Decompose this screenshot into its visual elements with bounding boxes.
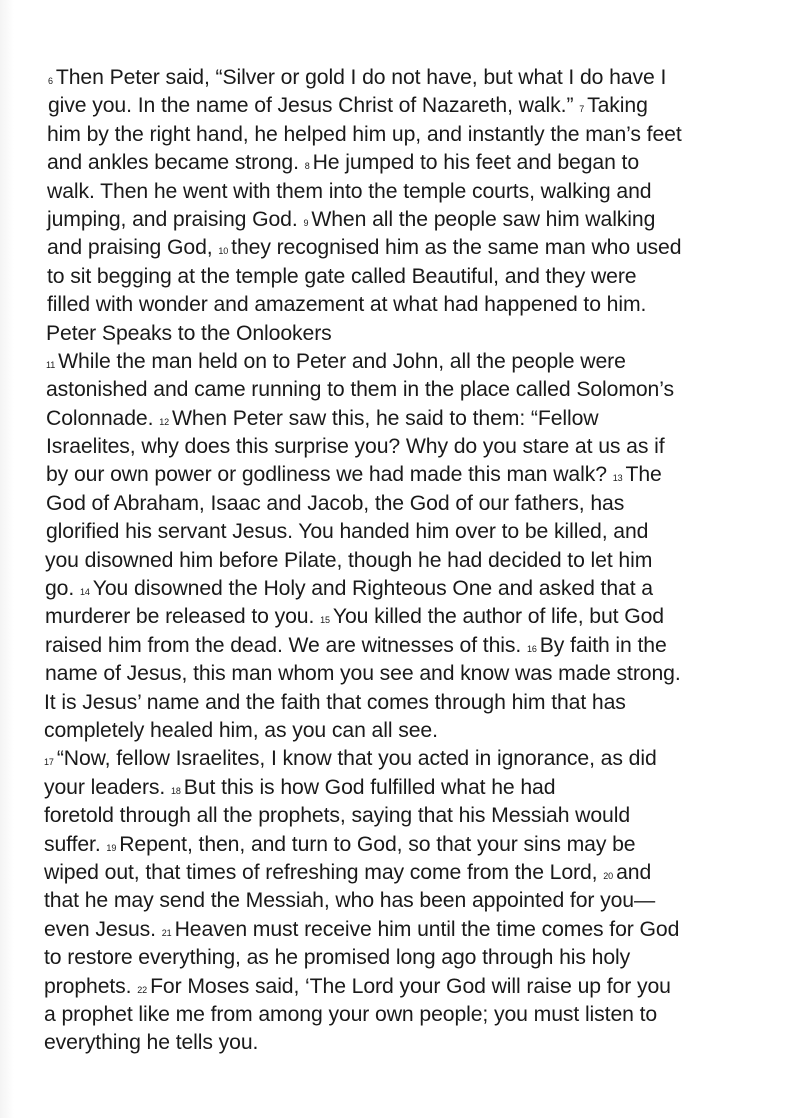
line-text: jumping, and praising God. — [47, 207, 298, 231]
verse-number: 20 — [603, 870, 614, 881]
line-text: You killed the author of life, but God — [332, 605, 664, 629]
verse-number: 18 — [170, 785, 181, 796]
text-line — [44, 603, 764, 631]
line-text: name of Jesus, this man whom you see and know was made strong. — [45, 662, 681, 686]
line-text: When all the people saw him walking — [311, 207, 656, 231]
text-line — [44, 518, 764, 546]
text-line — [44, 405, 764, 433]
line-text: Then Peter said, “Silver or gold I do not have, but what I do have I — [55, 66, 667, 89]
verse-number: 16 — [526, 643, 537, 654]
verse-number: 13 — [612, 473, 623, 484]
line-text: Heaven must receive him until the time comes for God — [174, 917, 680, 941]
text-line — [44, 206, 764, 234]
line-text: By faith in the — [539, 633, 667, 657]
text-line — [44, 433, 764, 461]
text-line — [44, 887, 764, 915]
line-text: But this is how God fulfilled what he had — [183, 775, 556, 799]
section-heading — [44, 320, 764, 348]
verse-number: 8 — [304, 161, 310, 172]
line-text: that he may send the Messiah, who has been appointed for you— — [44, 889, 656, 913]
line-text: suffer. — [44, 832, 101, 856]
line-text: a prophet like me from among your own people; you must listen to — [44, 1002, 658, 1026]
scripture-page — [44, 64, 764, 1058]
text-line — [44, 64, 764, 92]
line-text: murderer be released to you. — [45, 605, 315, 629]
line-text: Repent, then, and turn to God, so that your sins may be — [119, 832, 636, 856]
text-line — [44, 802, 764, 830]
line-text: “Now, fellow Israelites, I know that you acted in ignorance, as did — [56, 747, 657, 771]
verse-number: 17 — [44, 757, 54, 768]
verse-number: 15 — [320, 615, 330, 626]
text-line — [44, 916, 764, 944]
text-line — [44, 121, 764, 149]
line-text: For Moses said, ‘The Lord your God will raise up for you — [150, 974, 671, 998]
text-line — [44, 1001, 764, 1029]
line-text: glorified his servant Jesus. You handed him over to be killed, and — [46, 520, 649, 544]
line-text: He jumped to his feet and began to — [312, 151, 640, 175]
line-text: even Jesus. — [44, 917, 156, 941]
line-text: by our own power or godliness we had made this man walk? — [46, 463, 607, 487]
line-text: to restore everything, as he promised long ago through his holy — [44, 946, 631, 970]
line-text: The — [625, 463, 662, 487]
text-line — [44, 660, 764, 688]
verse-number: 19 — [106, 842, 117, 853]
line-text: him by the right hand, he helped him up, and instantly the man’s feet — [47, 122, 682, 146]
heading-text: Peter Speaks to the Onlookers — [46, 321, 332, 345]
line-text: prophets. — [44, 974, 132, 998]
text-line — [44, 859, 764, 887]
line-text: While the man held on to Peter and John, all the people were — [58, 349, 626, 373]
text-line — [44, 774, 764, 802]
line-text: Taking — [587, 94, 648, 118]
verse-number: 21 — [161, 927, 172, 938]
line-text: astonished and came running to them in the place called Solomon’s — [46, 378, 674, 402]
line-text: and praising God, — [47, 236, 213, 260]
line-text: Colonnade. — [46, 406, 154, 430]
text-line — [44, 376, 764, 404]
text-line — [44, 490, 764, 518]
scan-edge-shadow — [0, 0, 14, 1118]
verse-number: 11 — [46, 359, 56, 370]
line-text: filled with wonder and amazement at what had happened to him. — [47, 293, 647, 317]
verse-number: 10 — [218, 246, 229, 257]
text-line — [44, 973, 764, 1001]
line-text: go. — [45, 577, 75, 601]
text-line — [44, 92, 764, 120]
line-text: raised him from the dead. We are witnesses of this. — [45, 633, 522, 657]
line-text: give you. In the name of Jesus Christ of Nazareth, walk.” — [48, 94, 574, 118]
line-text: You disowned the Holy and Righteous One and asked that a — [92, 577, 653, 601]
text-line — [44, 632, 764, 660]
line-text: It is Jesus’ name and the faith that comes through him that has — [44, 690, 626, 714]
text-line — [44, 745, 764, 773]
line-text: completely healed him, as you can all see. — [44, 718, 438, 742]
verse-number: 6 — [48, 76, 53, 86]
verse-number: 14 — [79, 587, 90, 598]
text-line — [44, 234, 764, 262]
text-line — [44, 1029, 764, 1057]
text-line — [44, 547, 764, 575]
line-text: to sit begging at the temple gate called Beautiful, and they were — [47, 264, 637, 288]
line-text: your leaders. — [44, 775, 166, 799]
line-text: and — [616, 860, 652, 884]
verse-number: 12 — [159, 416, 169, 427]
text-line — [44, 263, 764, 291]
line-text: everything he tells you. — [44, 1031, 259, 1055]
text-line — [44, 291, 764, 319]
line-text: and ankles became strong. — [47, 151, 299, 175]
text-line — [44, 717, 764, 745]
verse-number: 9 — [303, 217, 309, 228]
text-line — [44, 178, 764, 206]
text-line — [44, 944, 764, 972]
line-text: they recognised him as the same man who used — [231, 236, 682, 260]
line-text: wiped out, that times of refreshing may come from the Lord, — [44, 860, 598, 884]
verse-number: 22 — [137, 984, 148, 995]
text-line — [44, 689, 764, 717]
verse-number: 7 — [579, 104, 585, 115]
line-text: Israelites, why does this surprise you? Why do you stare at us as if — [46, 435, 665, 459]
line-text: God of Abraham, Isaac and Jacob, the God of our fathers, has — [46, 491, 625, 515]
text-line — [44, 348, 764, 376]
text-line — [44, 461, 764, 489]
line-text: walk. Then he went with them into the temple courts, walking and — [47, 179, 652, 203]
line-text: you disowned him before Pilate, though he had decided to let him — [45, 548, 653, 572]
text-line — [44, 149, 764, 177]
line-text: When Peter saw this, he said to them: “Fellow — [172, 406, 599, 430]
line-text: foretold through all the prophets, saying that his Messiah would — [44, 804, 631, 828]
text-line — [44, 831, 764, 859]
text-line — [44, 575, 764, 603]
